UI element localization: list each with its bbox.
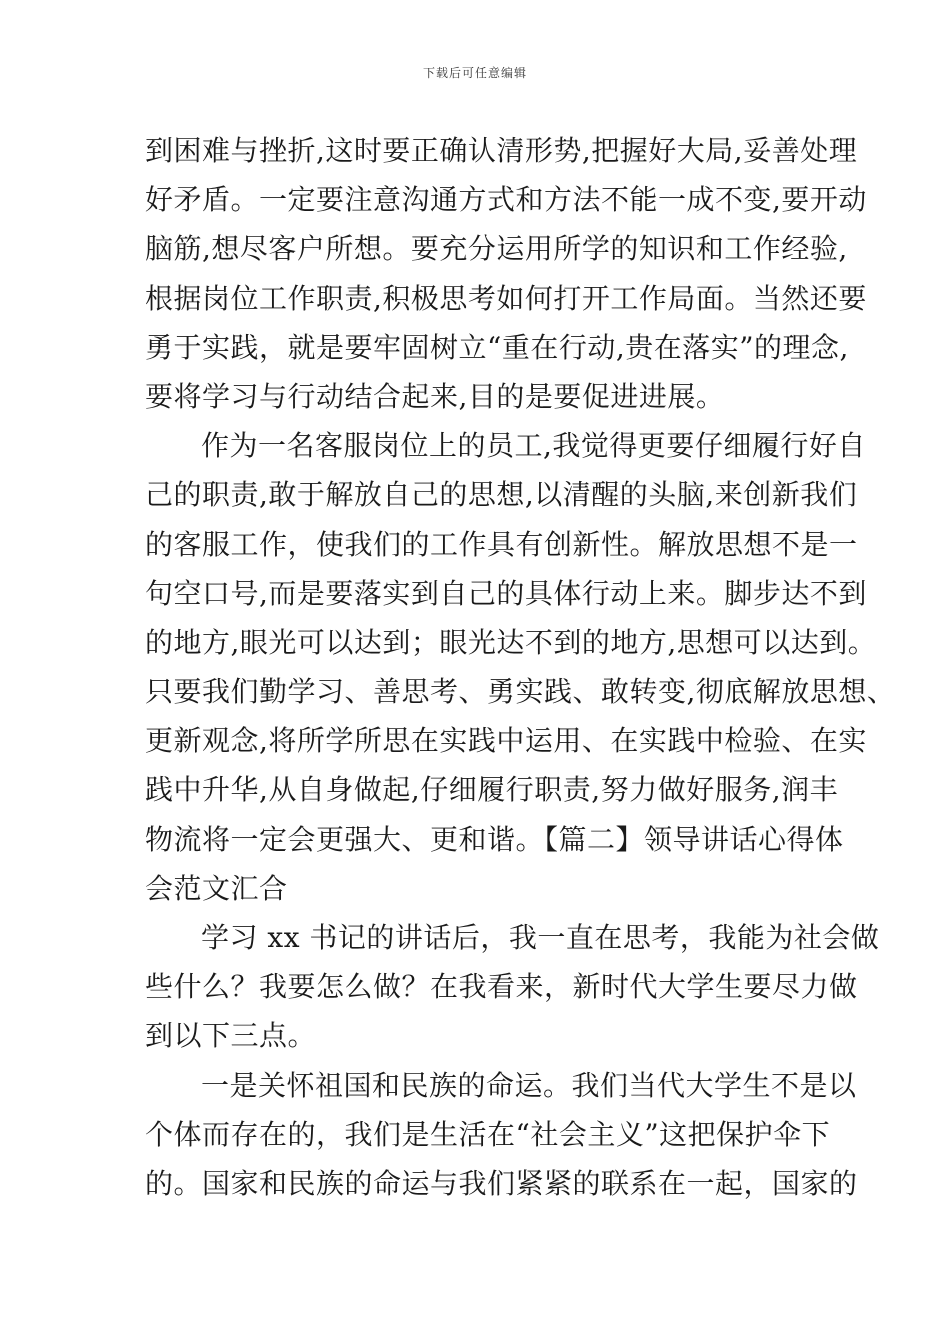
- text-line: 更新观念,将所学所思在实践中运用、在实践中检验、在实: [145, 724, 867, 758]
- paragraph-first-line: 一是关怀祖国和民族的命运。我们当代大学生不是以: [201, 1068, 857, 1102]
- text-line: 只要我们勤学习、善思考、勇实践、敢转变,彻底解放思想、: [145, 675, 896, 709]
- text-line: 要将学习与行动结合起来,目的是要促进进展。: [145, 379, 725, 413]
- text-line: 句空口号,而是要落实到自己的具体行动上来。脚步达不到: [145, 576, 867, 610]
- text-line: 些什么？我要怎么做？在我看来，新时代大学生要尽力做: [145, 970, 858, 1004]
- text-line: 好矛盾。一定要注意沟通方式和方法不能一成不变,要开动: [145, 183, 867, 217]
- text-line: 到以下三点。: [145, 1019, 317, 1053]
- text-line: 脑筋,想尽客户所想。要充分运用所学的知识和工作经验,: [145, 232, 848, 266]
- text-line: 会范文汇合: [145, 871, 288, 905]
- text-line: 物流将一定会更强大、更和谐。【篇二】领导讲话心得体: [145, 822, 844, 856]
- text-line: 践中升华,从自身做起,仔细履行职责,努力做好服务,润丰: [145, 773, 839, 807]
- paragraph-first-line: 学习 xx 书记的讲话后，我一直在思考，我能为社会做: [201, 921, 880, 954]
- text-line: 到困难与挫折,这时要正确认清形势,把握好大局,妥善处理: [145, 134, 858, 167]
- text-line: 的客服工作，使我们的工作具有创新性。解放思想不是一: [145, 527, 858, 561]
- page-header: 下载后可任意编辑: [422, 66, 527, 80]
- text-line: 勇于实践，就是要牢固树立“重在行动,贵在落实”的理念,: [145, 330, 849, 364]
- text-line: 的地方,眼光可以达到；眼光达不到的地方,思想可以达到。: [145, 625, 877, 659]
- document-body: [145, 126, 896, 1208]
- text-line: 根据岗位工作职责,积极思考如何打开工作局面。当然还要: [145, 281, 867, 315]
- text-line: 个体而存在的，我们是生活在“社会主义”这把保护伞下: [145, 1117, 831, 1151]
- text-line: 的。国家和民族的命运与我们紧紧的联系在一起，国家的: [145, 1166, 858, 1200]
- paragraph-first-line: 作为一名客服岗位上的员工,我觉得更要仔细履行好自: [201, 429, 866, 463]
- text-line: 己的职责,敢于解放自己的思想,以清醒的头脑,来创新我们: [145, 478, 858, 512]
